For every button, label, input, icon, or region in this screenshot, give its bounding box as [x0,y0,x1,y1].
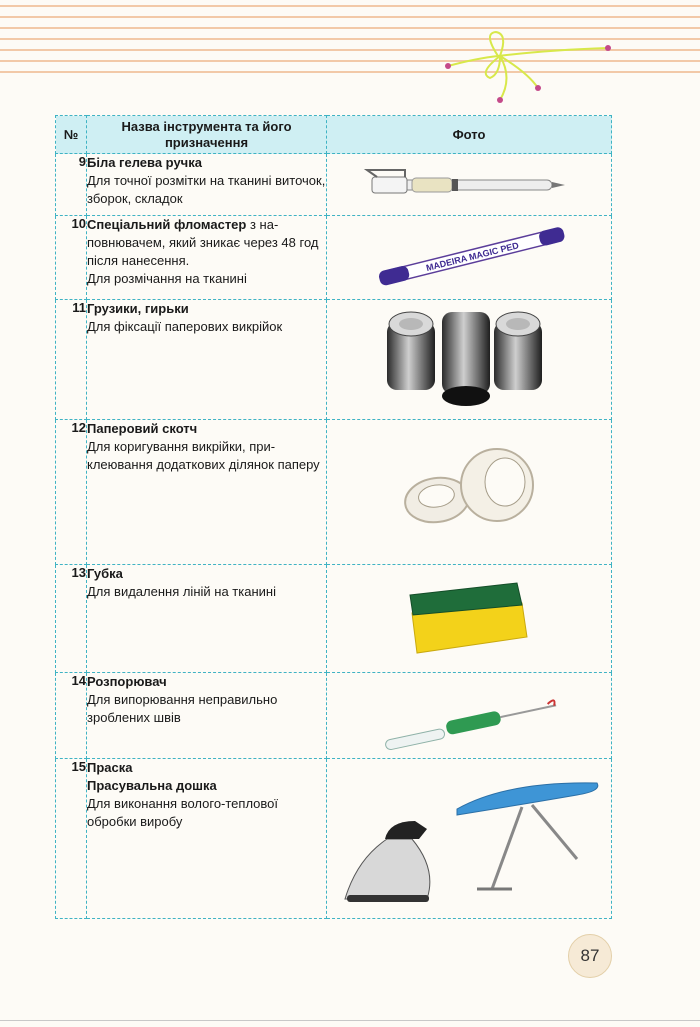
marker-icon [327,216,612,300]
tool-name: Біла гелева ручка [87,155,202,170]
tool-description-inline: з на-повнювачем, який зникає через 48 год після нанесення. [87,217,319,268]
photo-white-gel-pen [327,154,612,216]
tool-description: Для коригування викрійки, при-клеювання додаткових ділянок паперу [87,439,320,472]
tool-name: Паперовий скотч [87,421,198,436]
table-row [56,420,612,565]
photo-paper-tape [327,420,612,565]
photo-iron-and-board [327,759,612,919]
header-name: Назва інструмента та його призначення [87,116,327,154]
tool-name: Грузики, гирьки [87,301,189,316]
tool-name: Спеціальний фломастер [87,217,247,232]
table-row [56,216,612,300]
tool-description: Для видалення ліній на тканині [87,584,276,599]
iron-and-board-icon [327,759,612,919]
row-num: 9 [56,154,87,216]
header-photo: Фото [327,116,612,154]
seam-ripper-icon [327,673,612,759]
tool-name: Праска [87,760,133,775]
ribbon-bow-icon [438,28,613,108]
table-row [56,759,612,919]
photo-seam-ripper [327,673,612,759]
photo-weights [327,300,612,420]
tool-name-2: Прасувальна дошка [87,778,217,793]
sponge-icon [327,565,612,673]
photo-marker [327,216,612,300]
marker-label: MADEIRA MAGIC PED [425,240,520,274]
row-num: 15 [56,759,87,919]
tool-name: Губка [87,566,123,581]
tool-description: Для виконання волого-теплової обробки виробу [87,796,279,829]
page-number: 87 [568,934,612,978]
row-num: 11 [56,300,87,420]
weights-icon [327,300,612,420]
tools-table [55,115,612,919]
table-row [56,154,612,216]
white-gel-pen-icon [327,154,612,216]
table-row [56,565,612,673]
row-num: 10 [56,216,87,300]
tool-name: Розпорювач [87,674,167,689]
paper-tape-icon [327,420,612,565]
tool-description: Для розмічання на тканині [87,271,247,286]
page-bottom-divider [0,1020,700,1021]
tool-description: Для фіксації паперових викрійок [87,319,283,334]
table-header-row [56,116,612,154]
row-num: 12 [56,420,87,565]
table-row [56,300,612,420]
tool-description: Для точної розмітки на тканині виточок, зборок, складок [87,173,326,206]
row-num: 13 [56,565,87,673]
table-row [56,673,612,759]
row-num: 14 [56,673,87,759]
photo-sponge [327,565,612,673]
tool-description: Для випорювання неправильно зроблених швів [87,692,278,725]
header-num: № [56,116,87,154]
